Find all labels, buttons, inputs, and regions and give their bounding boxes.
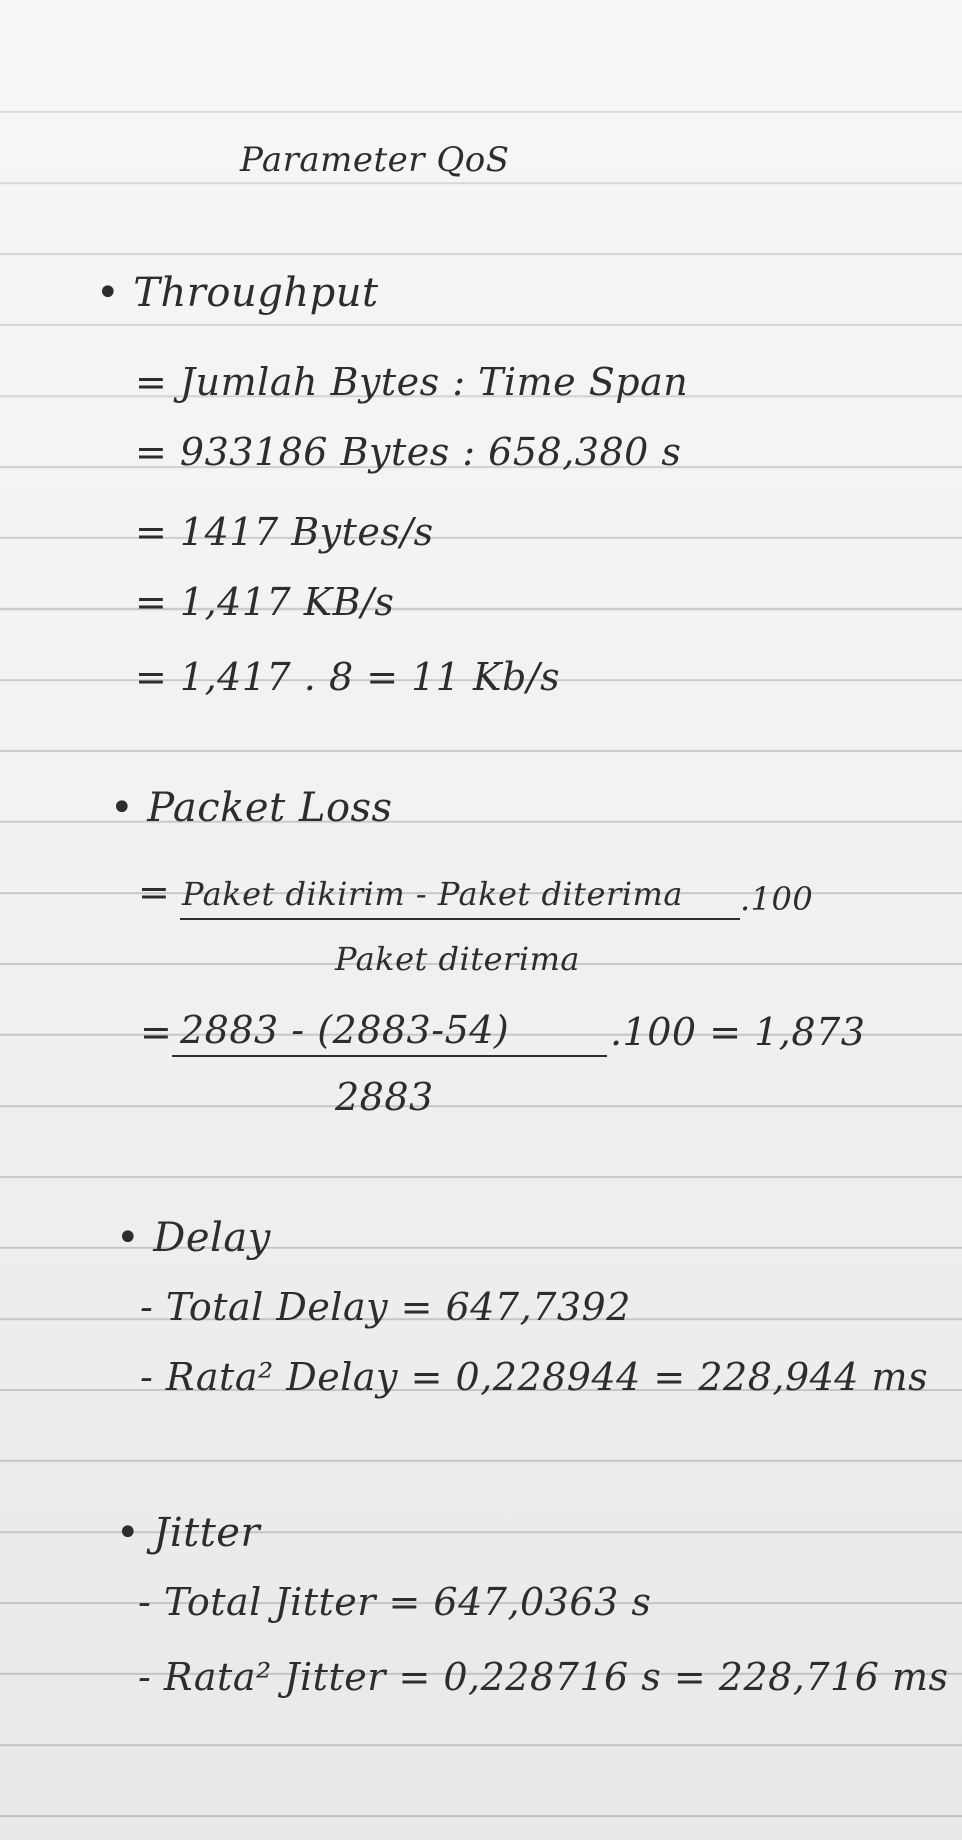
packet-loss-formula-numerator: Paket dikirim - Paket diterima [182, 875, 683, 913]
throughput-line-4: = 1,417 KB/s [135, 580, 395, 624]
packet-loss-calc-denominator: 2883 [335, 1075, 434, 1119]
packet-loss-formula-multiplier: .100 [740, 880, 814, 918]
delay-heading: • Delay [116, 1215, 271, 1261]
jitter-heading: • Jitter [116, 1510, 261, 1556]
throughput-line-1: = Jumlah Bytes : Time Span [135, 360, 689, 404]
jitter-line-1: - Total Jitter = 647,0363 s [138, 1580, 652, 1624]
throughput-line-3: = 1417 Bytes/s [135, 510, 434, 554]
packet-loss-calc-prefix: = [140, 1010, 173, 1054]
formula-fraction-bar [180, 918, 740, 920]
calc-fraction-bar [172, 1055, 607, 1057]
delay-line-1: - Total Delay = 647,7392 [140, 1285, 631, 1329]
packet-loss-formula-prefix: = [138, 870, 171, 914]
packet-loss-formula-denominator: Paket diterima [335, 940, 580, 978]
throughput-heading: • Throughput [96, 270, 379, 316]
packet-loss-calc-result: .100 = 1,873 [610, 1010, 866, 1054]
throughput-line-5: = 1,417 . 8 = 11 Kb/s [135, 655, 561, 699]
delay-line-2: - Rata² Delay = 0,228944 = 228,944 ms [140, 1355, 929, 1399]
packet-loss-calc-numerator: 2883 - (2883-54) [180, 1008, 510, 1052]
jitter-line-2: - Rata² Jitter = 0,228716 s = 228,716 ms [138, 1655, 949, 1699]
page-title: Parameter QoS [240, 140, 510, 180]
throughput-line-2: = 933186 Bytes : 658,380 s [135, 430, 682, 474]
packet-loss-heading: • Packet Loss [110, 785, 393, 831]
